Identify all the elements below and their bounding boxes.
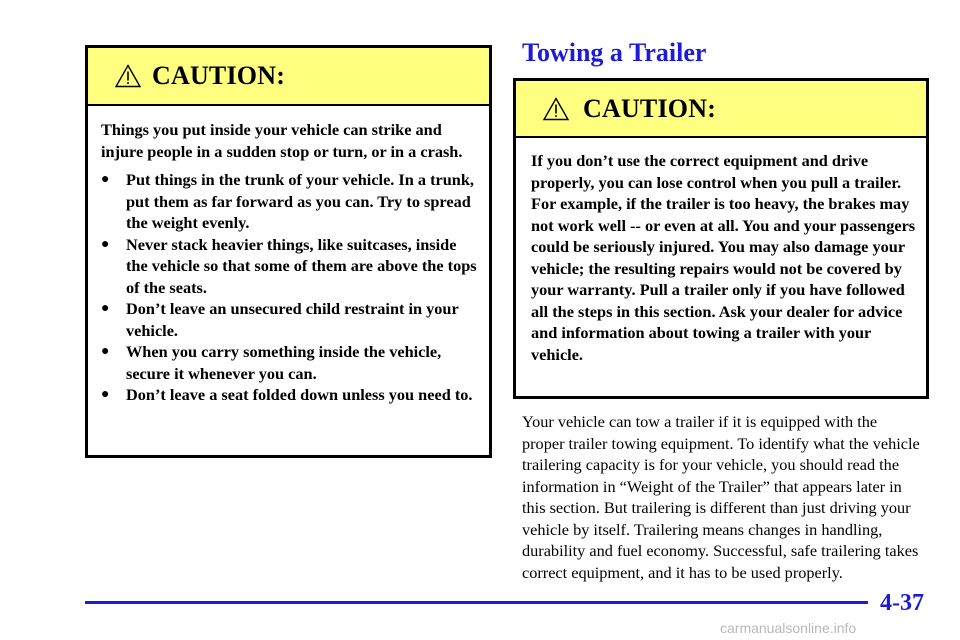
bullet-icon: ●	[101, 344, 110, 359]
bullet-icon: ●	[101, 236, 110, 252]
bullet-text: Don’t leave a seat folded down unless you need to.	[126, 385, 473, 404]
watermark: carmanualsonline.info	[720, 620, 857, 636]
bullet-text: Don’t leave an unsecured child restraint in your vehicle.	[126, 299, 459, 340]
caution-box-cargo	[85, 45, 492, 458]
caution-title: CAUTION:	[583, 93, 717, 123]
body-paragraph: Your vehicle can tow a trailer if it is equipped with the proper trailer towing equipment. To identify what the vehicle trailering capacity is for your vehicle, you should read the information in “Weight of the Trailer” that appears later in this section. But trailering is different than just driving your vehicle by itself. Trailering means changes in handling, durability and fuel economy. Successful, safe trailering takes correct equipment, and it has to be used properly.	[522, 412, 920, 582]
page-number: 4-37	[880, 590, 924, 616]
bullet-icon: ●	[101, 301, 110, 316]
caution-bullet-item	[101, 169, 479, 234]
caution-bullet-item	[101, 298, 479, 341]
caution-header	[516, 81, 926, 138]
caution-bullet-list	[101, 169, 479, 406]
caution-body	[88, 106, 489, 406]
caution-bullet-item	[101, 384, 479, 406]
caution-bullet-item	[101, 341, 479, 384]
caution-title: CAUTION:	[152, 61, 286, 90]
caution-body	[516, 138, 926, 365]
bullet-icon: ●	[101, 172, 110, 187]
bullet-text: Never stack heavier things, like suitcases, inside the vehicle so that some of them are above the tops of the seats.	[126, 234, 477, 297]
warning-triangle-icon	[543, 97, 569, 121]
caution-box-towing	[513, 78, 929, 399]
bullet-icon: ●	[101, 387, 110, 402]
caution-intro: Things you put inside your vehicle can strike and injure people in a sudden stop or turn, or in a crash.	[101, 120, 463, 161]
footer-rule	[85, 601, 868, 604]
caution-text: If you don’t use the correct equipment and drive properly, you can lose control when you pull a trailer. For example, if the trailer is too heavy, the brakes may not work well -- or even at all. You and your passengers could be seriously injured. You may also damage your vehicle; the resulting repairs would not be covered by your warranty. Pull a trailer only if you have followed all the steps in this section. Ask your dealer for advice and information about towing a trailer with your vehicle.	[531, 151, 916, 364]
caution-header	[88, 48, 489, 106]
bullet-text: Put things in the trunk of your vehicle. In a trunk, put them as far forward as you can. Try to spread the weight evenly.	[126, 170, 474, 232]
caution-bullet-item	[101, 234, 479, 299]
bullet-text: When you carry something inside the vehicle, secure it whenever you can.	[126, 342, 442, 383]
section-title: Towing a Trailer	[522, 38, 707, 67]
warning-triangle-icon	[115, 64, 141, 88]
